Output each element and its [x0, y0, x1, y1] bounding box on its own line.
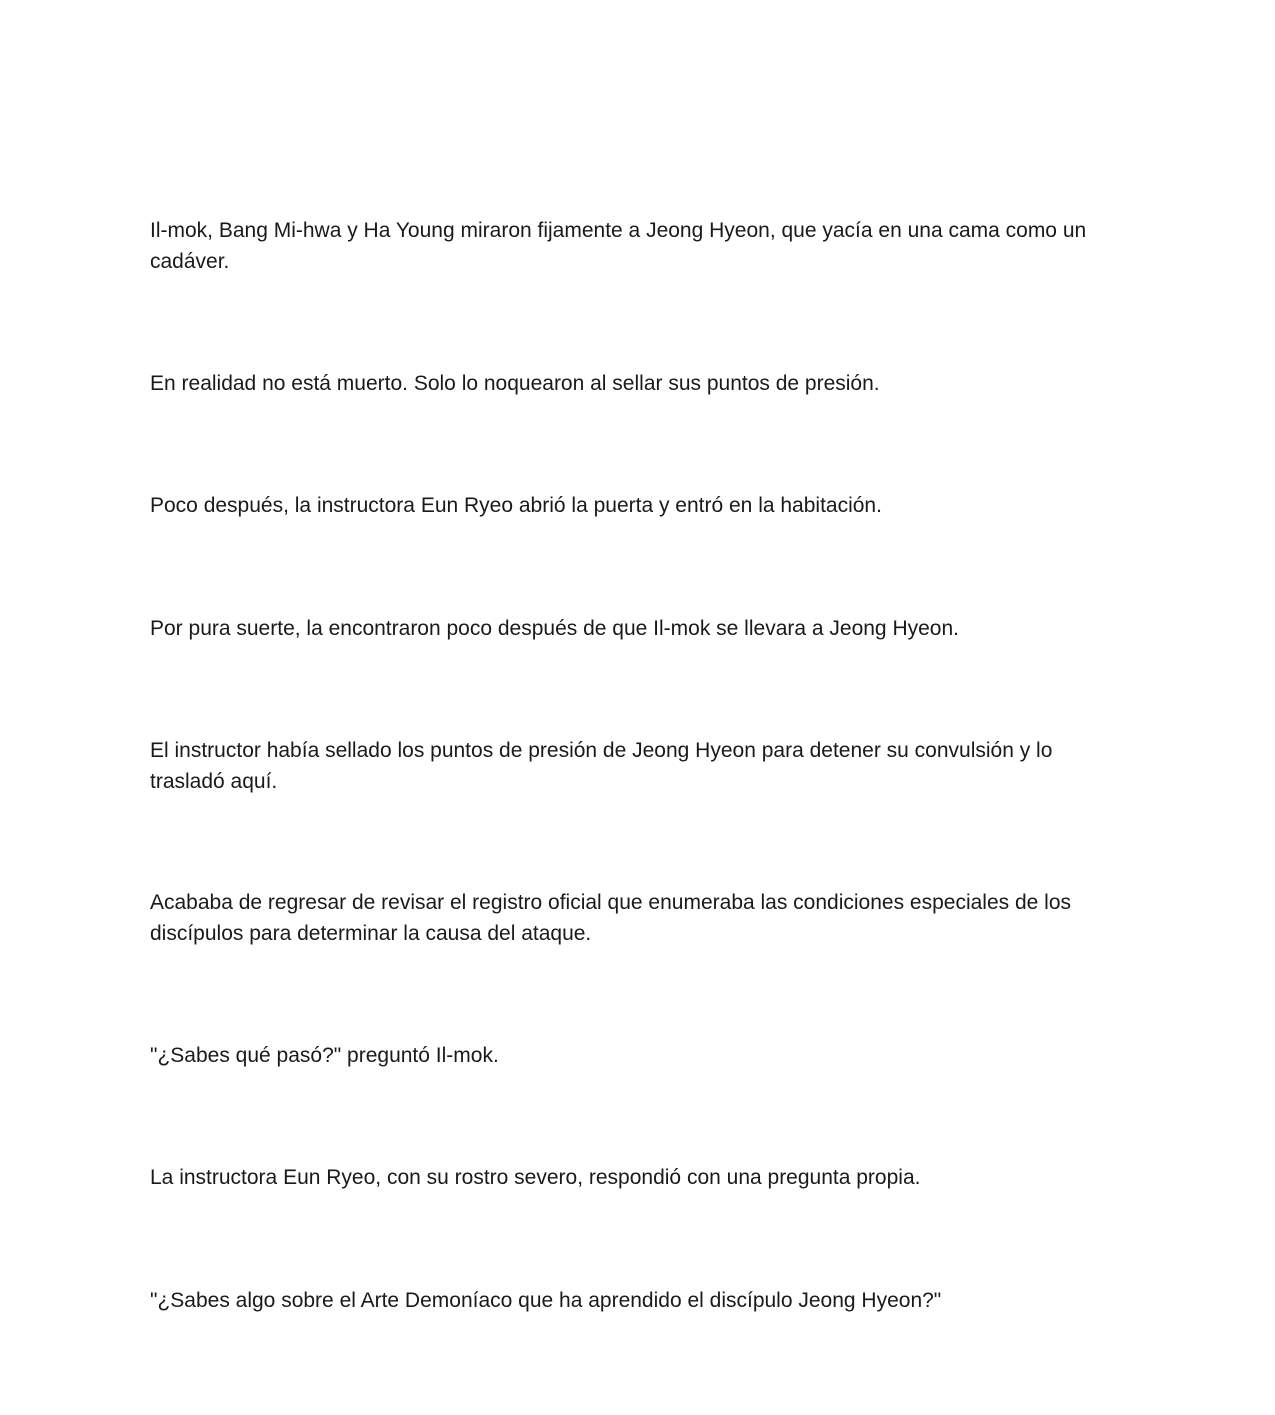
paragraph-2: En realidad no está muerto. Solo lo noquearon al sellar sus puntos de presión.: [150, 372, 880, 395]
paragraph-1: Il-mok, Bang Mi-hwa y Ha Young miraron fijamente a Jeong Hyeon, que yacía en una cama como un cadáver.: [150, 219, 1087, 273]
paragraph-8: La instructora Eun Ryeo, con su rostro severo, respondió con una pregunta propia.: [150, 1166, 921, 1189]
paragraph-5: El instructor había sellado los puntos de presión de Jeong Hyeon para detener su convulsión y lo trasladó aquí.: [150, 739, 1053, 793]
paragraph-7: "¿Sabes qué pasó?" preguntó Il-mok.: [150, 1044, 499, 1067]
paragraph-4: Por pura suerte, la encontraron poco después de que Il-mok se llevara a Jeong Hyeon.: [150, 617, 959, 640]
paragraph-9: "¿Sabes algo sobre el Arte Demoníaco que ha aprendido el discípulo Jeong Hyeon?": [150, 1289, 942, 1312]
paragraph-3: Poco después, la instructora Eun Ryeo abrió la puerta y entró en la habitación.: [150, 494, 882, 517]
paragraph-6: Acababa de regresar de revisar el registro oficial que enumeraba las condiciones especiales de los discípulos para determinar la causa del ataque.: [150, 891, 1072, 945]
